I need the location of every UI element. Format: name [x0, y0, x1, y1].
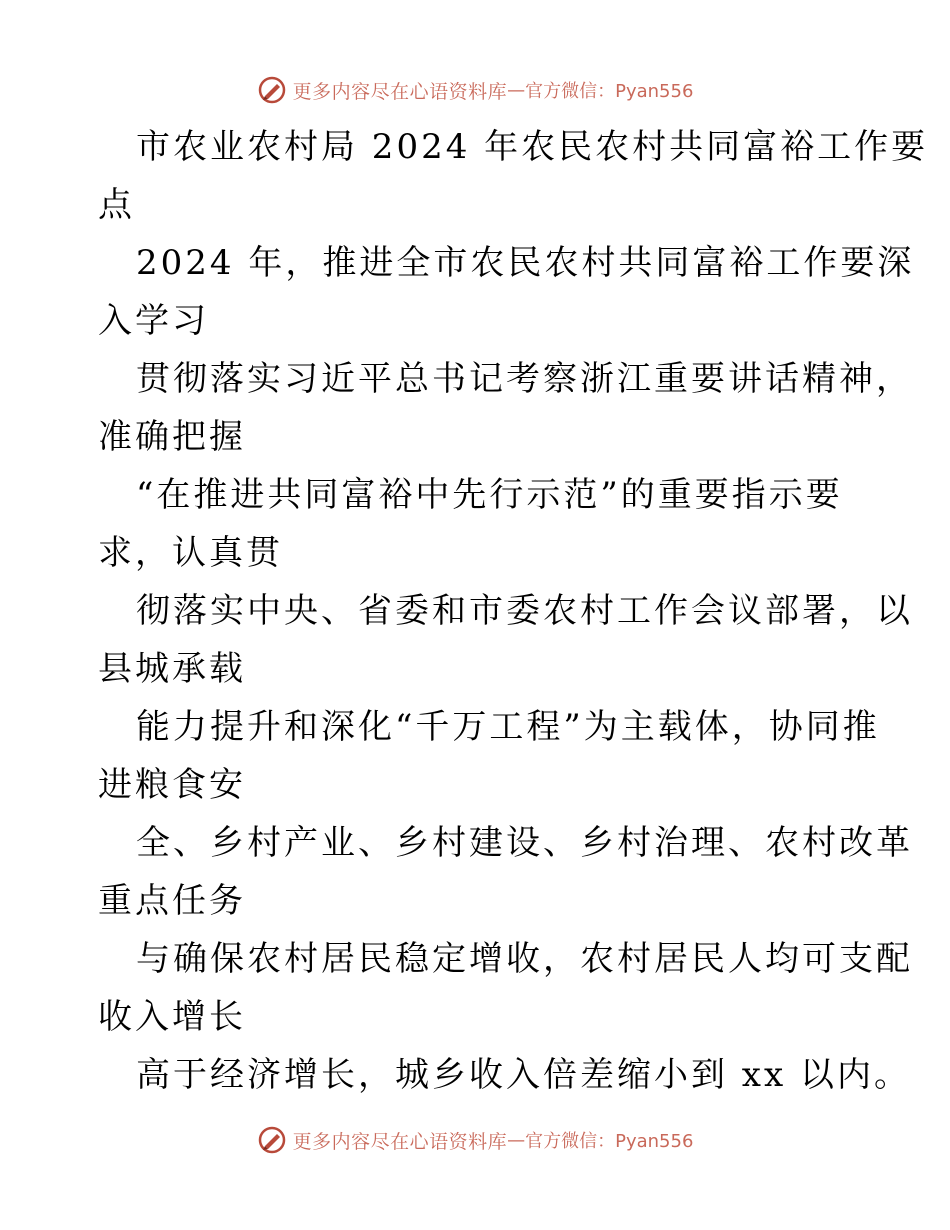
- text-line: 彻落实中央、省委和市委农村工作会议部署，以: [136, 591, 913, 631]
- text-line: 准确把握: [98, 417, 246, 457]
- text-line: 收入增长: [98, 997, 246, 1037]
- text-line: 高于经济增长，城乡收入倍差缩小到 xx 以内。: [136, 1055, 911, 1095]
- header-watermark: [0, 72, 950, 108]
- text-line: 贯彻落实习近平总书记考察浙江重要讲话精神，: [136, 359, 913, 399]
- footer-watermark: [0, 1122, 950, 1158]
- text-line: 全、乡村产业、乡村建设、乡村治理、农村改革: [136, 823, 913, 863]
- text-line: 点: [98, 185, 135, 225]
- watermark-separator: —: [507, 1129, 526, 1151]
- watermark-brand: 更多内容尽在心语资料库: [292, 80, 508, 103]
- text-line: 2024 年，推进全市农民农村共同富裕工作要深: [136, 243, 915, 283]
- pen-logo-icon: [257, 75, 287, 105]
- text-line: 市农业农村局 2024 年农民农村共同富裕工作要: [136, 127, 929, 167]
- watermark-brand: 更多内容尽在心语资料库: [292, 1130, 508, 1153]
- text-line: “在推进共同富裕中先行示范”的重要指示要: [136, 475, 843, 515]
- watermark-separator: —: [507, 79, 526, 101]
- text-line: 进粮食安: [98, 765, 246, 805]
- text-line: 能力提升和深化“千万工程”为主载体，协同推: [136, 707, 880, 747]
- pen-logo-icon: [257, 1125, 287, 1155]
- text-line: 县城承载: [98, 649, 246, 689]
- text-line: 与确保农村居民稳定增收，农村居民人均可支配: [136, 939, 913, 979]
- text-line: 求，认真贯: [98, 533, 283, 573]
- watermark-contact: 官方微信：Pyan556: [525, 81, 694, 102]
- document-body: [98, 118, 929, 1104]
- text-line: 入学习: [98, 301, 209, 341]
- text-line: 重点任务: [98, 881, 246, 921]
- watermark-contact: 官方微信：Pyan556: [525, 1131, 694, 1152]
